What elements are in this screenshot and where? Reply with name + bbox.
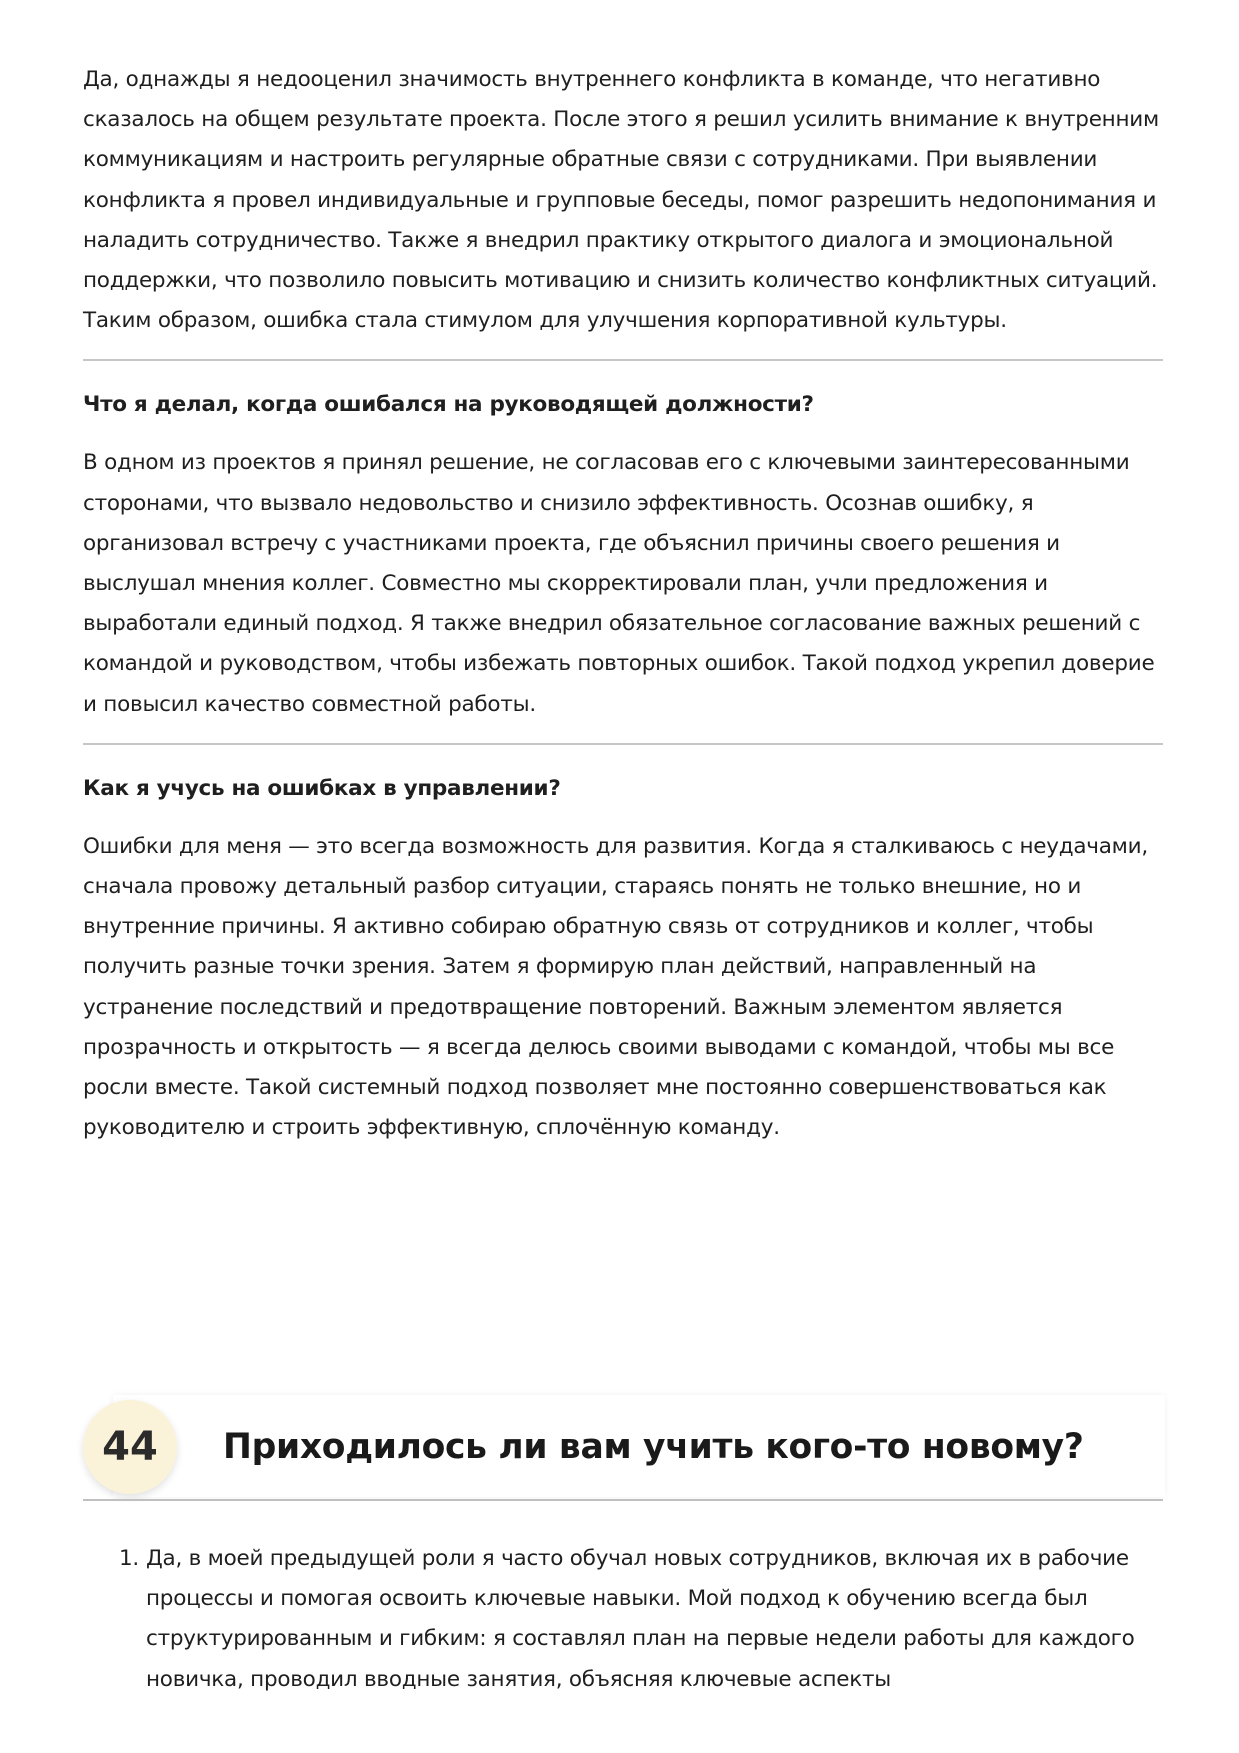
section1-paragraph: Да, однажды я недооценил значимость внутреннего конфликта в команде, что негативно сказалось на общем результате проекта. После этого я решил усилить внимание к внутренним коммуникациям и настроить регулярные обратные связи с сотрудниками. При выявлении конфликта я провел индивидуальные и групповые беседы, помог разрешить недопонимания и наладить сотрудничество. Также я внедрил практику открытого диалога и эмоциональной поддержки, что позволило повысить мотивацию и снизить количество конфликтных ситуаций. Таким образом, ошибка стала стимулом для улучшения корпоративной культуры. [83,67,1159,334]
section3-title: Как я учусь на ошибках в управлении? [83,775,561,801]
section2-title: Что я делал, когда ошибался на руководящей должности? [83,392,814,418]
question-header [83,1395,1163,1503]
list-item [83,1539,1163,1700]
list-item-text: Да, в моей предыдущей роли я часто обучал новых сотрудников, включая их в рабочие процессы и помогая освоить ключевые навыки. Мой подход к обучению всегда был структурированным и гибким: я составлял план на первые недели работы для каждого новичка, проводил вводные занятия, объясняя ключевые аспекты [146,1546,1135,1692]
question-title: Приходилось ли вам учить кого-то новому? [223,1427,1084,1467]
section2-paragraph: В одном из проектов я принял решение, не согласовав его с ключевыми заинтересованными сторонами, что вызвало недовольство и снизило эффективность. Осознав ошибку, я организовал встречу с участниками проекта, где объяснил причины своего решения и выслушал мнения коллег. Совместно мы скорректировали план, учли предложения и выработали единый подход. Я также внедрил обязательное согласование важных решений с командой и руководством, чтобы избежать повторных ошибок. Такой подход укрепил доверие и повысил качество совместной работы. [83,450,1155,717]
section-divider [83,359,1163,361]
question-number-badge: 44 [83,1400,177,1494]
section3-paragraph: Ошибки для меня — это всегда возможность для развития. Когда я сталкиваюсь с неудачами, сначала провожу детальный разбор ситуации, стараясь понять не только внешние, но и внутренние причины. Я активно собираю обратную связь от сотрудников и коллег, чтобы получить разные точки зрения. Затем я формирую план действий, направленный на устранение последствий и предотвращение повторений. Важным элементом является прозрачность и открытость — я всегда делюсь своими выводами с командой, чтобы мы все росли вместе. Такой системный подход позволяет мне постоянно совершенствоваться как руководителю и строить эффективную, сплочённую команду. [83,833,1148,1141]
question-header-underline [83,1499,1163,1501]
document-page [83,60,1163,1148]
list-item-number: 1. [119,1546,140,1571]
answer-list [83,1539,1163,1700]
section-divider [83,743,1163,745]
